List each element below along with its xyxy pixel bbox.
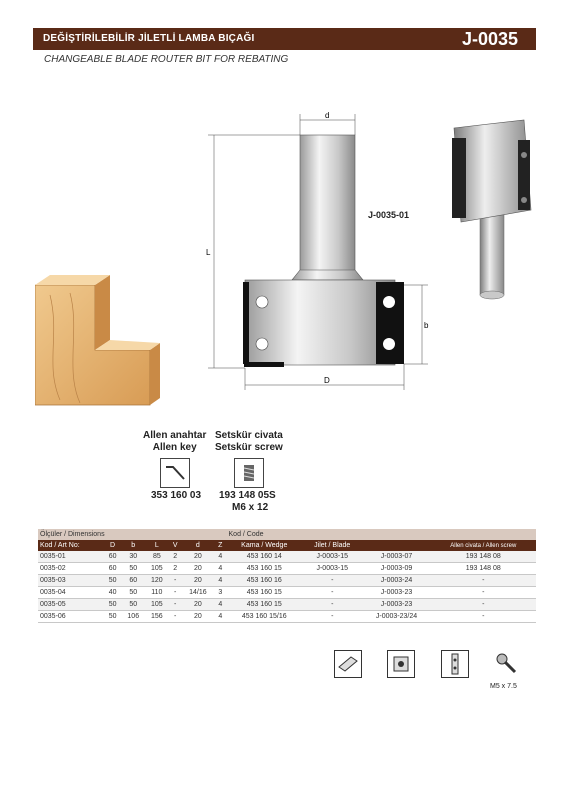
cell: 60: [104, 563, 122, 575]
dim-b-label: b: [424, 321, 429, 330]
screw-size-label: M5 x 7.5: [490, 683, 517, 690]
cell: 20: [182, 563, 214, 575]
cell: 14/16: [182, 587, 214, 599]
cell: -: [302, 611, 362, 623]
cell: 20: [182, 551, 214, 563]
allen-key-code: 353 160 03: [151, 490, 202, 501]
cell: 106: [121, 611, 145, 623]
cell: 50: [104, 599, 122, 611]
cell: -: [431, 611, 536, 623]
col-header: Jilet / Blade: [302, 540, 362, 551]
col-header: L: [145, 540, 169, 551]
cell: 0035-05: [38, 599, 104, 611]
long-blade-icon: [441, 650, 469, 678]
title-turkish: DEĞİŞTİRİLEBİLİR JİLETLİ LAMBA BIÇAĞI: [43, 33, 255, 44]
table-row: [38, 563, 536, 575]
rebate-profile-illustration: [35, 275, 160, 410]
cell: 4: [214, 551, 226, 563]
cell: -: [169, 611, 182, 623]
col-header: [362, 540, 430, 551]
cell: -: [302, 587, 362, 599]
table-row: [38, 551, 536, 563]
cell: J-0003-07: [362, 551, 430, 563]
screw-code: 193 148 05S: [219, 490, 276, 501]
cell: 60: [104, 551, 122, 563]
cell: 193 148 08: [431, 563, 536, 575]
cell: 193 148 08: [431, 551, 536, 563]
cell: -: [302, 575, 362, 587]
set-screw-icon: [234, 458, 264, 488]
cell: 0035-02: [38, 563, 104, 575]
col-header: d: [182, 540, 214, 551]
cell: 0035-03: [38, 575, 104, 587]
cell: 4: [214, 599, 226, 611]
cell: 50: [121, 563, 145, 575]
cell: 0035-06: [38, 611, 104, 623]
cell: 105: [145, 563, 169, 575]
col-header: b: [121, 540, 145, 551]
cell: -: [169, 599, 182, 611]
screw-block: [215, 430, 283, 488]
cell: 3: [214, 587, 226, 599]
cell: J-0003-23: [362, 587, 430, 599]
wedge-icon: [334, 650, 362, 678]
allen-key-icon: [160, 458, 190, 488]
cell: -: [431, 599, 536, 611]
cell: 110: [145, 587, 169, 599]
cell: 2: [169, 551, 182, 563]
screw-size: M6 x 12: [232, 502, 269, 513]
dim-d-label: d: [325, 111, 330, 120]
col-header: Allen civata / Allen screw: [431, 540, 536, 551]
column-header-row: [38, 540, 536, 551]
cell: J-0003-23: [362, 599, 430, 611]
cell: 50: [121, 587, 145, 599]
cell: 40: [104, 587, 122, 599]
cell: 4: [214, 575, 226, 587]
cell: J-0003-09: [362, 563, 430, 575]
cell: 156: [145, 611, 169, 623]
specification-table: [38, 529, 536, 623]
square-blade-icon: [387, 650, 415, 678]
cell: -: [302, 599, 362, 611]
allen-key-block: [143, 430, 206, 488]
cell: 453 160 15: [227, 587, 303, 599]
cell: 60: [121, 575, 145, 587]
table-row: [38, 611, 536, 623]
cell: J-0003-24: [362, 575, 430, 587]
cell: 453 160 15/16: [227, 611, 303, 623]
allen-key-label-tr: Allen anahtar: [143, 430, 207, 441]
cell: 50: [104, 575, 122, 587]
cell: 4: [214, 611, 226, 623]
cell: -: [431, 587, 536, 599]
col-header: V: [169, 540, 182, 551]
cell: 20: [182, 575, 214, 587]
col-header: D: [104, 540, 122, 551]
screw-label-tr: Setskür civata: [215, 430, 283, 441]
cell: J-0003-15: [302, 551, 362, 563]
screw-icon: [493, 650, 519, 676]
dimensions-group-header: Ölçüler / Dimensions: [38, 529, 227, 540]
cell: -: [169, 587, 182, 599]
cell: -: [431, 575, 536, 587]
cell: 50: [104, 611, 122, 623]
subtitle-english: CHANGEABLE BLADE ROUTER BIT FOR REBATING: [44, 54, 289, 65]
product-photo: [436, 110, 536, 300]
table-row: [38, 599, 536, 611]
col-header: Kama / Wedge: [227, 540, 303, 551]
table-row: [38, 575, 536, 587]
technical-drawing: [200, 110, 430, 390]
cell: 453 160 15: [227, 599, 303, 611]
screw-label-en: Setskür screw: [215, 442, 283, 453]
cell: 105: [145, 599, 169, 611]
cell: J-0003-23/24: [362, 611, 430, 623]
dim-D-label: D: [324, 376, 330, 385]
product-code: J-0035: [461, 29, 518, 49]
cell: -: [169, 575, 182, 587]
part-label: J-0035-01: [368, 210, 410, 220]
col-header: Z: [214, 540, 226, 551]
dim-L-label: L: [206, 248, 211, 257]
table-row: [38, 587, 536, 599]
cell: 453 160 15: [227, 563, 303, 575]
cell: 85: [145, 551, 169, 563]
allen-key-label-en: Allen key: [152, 442, 197, 453]
col-header: Kod / Art No:: [38, 540, 104, 551]
cell: J-0003-15: [302, 563, 362, 575]
cell: 453 160 16: [227, 575, 303, 587]
cell: 120: [145, 575, 169, 587]
cell: 0035-01: [38, 551, 104, 563]
cell: 20: [182, 599, 214, 611]
cell: 30: [121, 551, 145, 563]
cell: 2: [169, 563, 182, 575]
cell: 4: [214, 563, 226, 575]
cell: 50: [121, 599, 145, 611]
cell: 0035-04: [38, 587, 104, 599]
cell: 20: [182, 611, 214, 623]
code-group-header: Kod / Code: [227, 529, 536, 540]
header-bar: [33, 28, 536, 50]
cell: 453 160 14: [227, 551, 303, 563]
